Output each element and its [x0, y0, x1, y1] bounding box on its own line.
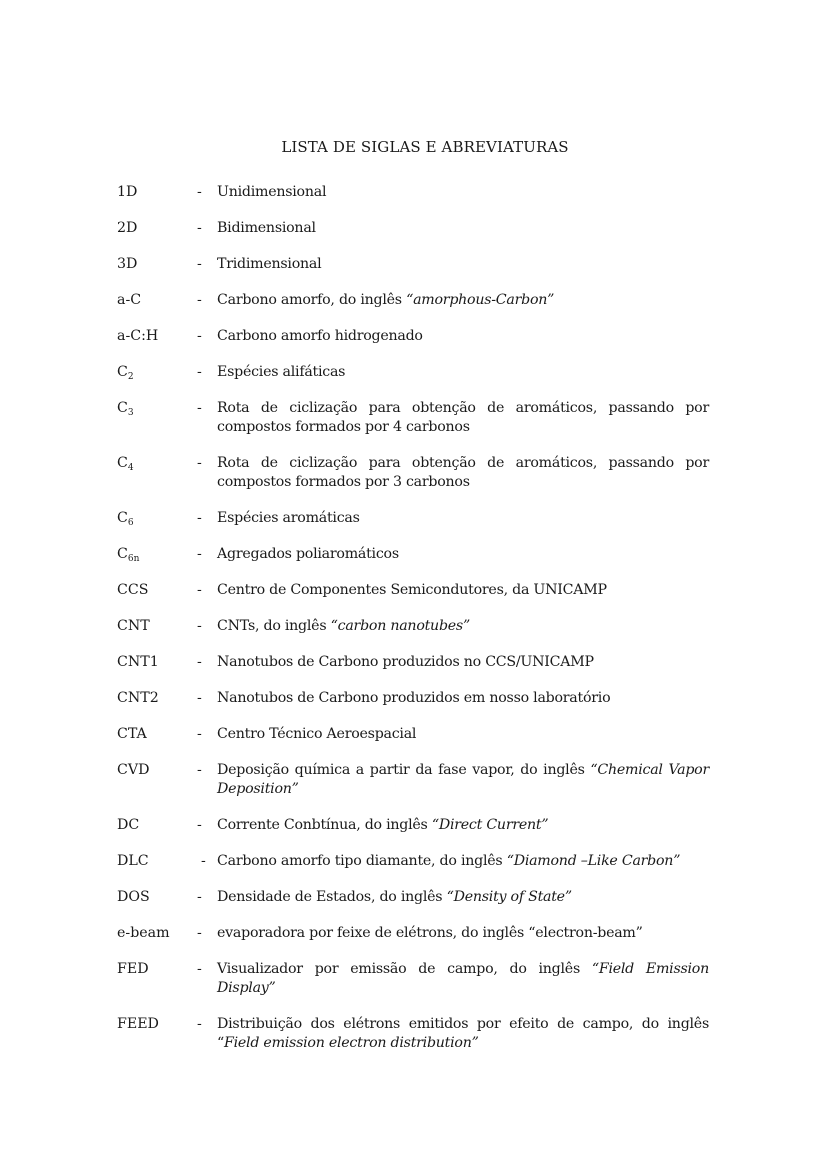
list-item	[117, 816, 709, 835]
separator-dash: -	[197, 220, 202, 236]
description-text: Unidimensional	[217, 184, 327, 200]
abbreviation-term	[117, 545, 197, 564]
abbreviation-text: 3D	[117, 256, 138, 272]
list-item	[117, 399, 709, 437]
abbreviation-text: FEED	[117, 1016, 159, 1032]
description-foreign-term: Field emission electron distribution”	[224, 1035, 479, 1051]
abbreviation-description	[217, 888, 709, 907]
page-title: LISTA DE SIGLAS E ABREVIATURAS	[281, 138, 569, 156]
list-item	[117, 725, 709, 744]
description-text: Densidade de Estados, do inglês	[217, 889, 447, 905]
separator-dash: -	[197, 400, 202, 416]
abbreviation-text: C	[117, 546, 128, 562]
description-text: Carbono amorfo tipo diamante, do inglês	[217, 853, 507, 869]
list-item	[117, 581, 709, 600]
list-item	[117, 509, 709, 528]
abbreviation-term	[117, 219, 197, 238]
abbreviation-term	[117, 960, 197, 998]
separator-dash: -	[197, 925, 202, 941]
description-text: Deposição química a partir da fase vapor, do inglês	[217, 762, 591, 778]
abbreviation-text: CNT	[117, 618, 150, 634]
description-text: Espécies alifáticas	[217, 364, 346, 380]
list-item	[117, 327, 709, 346]
separator-dash: -	[197, 184, 202, 200]
abbreviation-text: CNT1	[117, 654, 159, 670]
abbreviation-text: 2D	[117, 220, 138, 236]
abbreviation-text: CCS	[117, 582, 149, 598]
abbreviation-text: DOS	[117, 889, 150, 905]
abbreviation-term	[117, 363, 197, 382]
abbreviation-term	[117, 327, 197, 346]
abbreviation-description	[217, 255, 709, 274]
abbreviation-term	[117, 888, 197, 907]
abbreviation-term	[117, 183, 197, 202]
abbreviation-term	[117, 399, 197, 437]
description-text: Espécies aromáticas	[217, 510, 360, 526]
abbreviation-term	[117, 761, 197, 799]
list-item	[117, 924, 709, 943]
abbreviation-text: C	[117, 510, 128, 526]
list-item	[117, 689, 709, 708]
abbreviation-description	[217, 363, 709, 382]
abbreviation-description	[217, 545, 709, 564]
description-text: Rota de ciclização para obtenção de aromáticos, passando por compostos formados por 3 carbonos	[217, 455, 709, 490]
abbreviation-description	[217, 509, 709, 528]
list-item	[117, 852, 709, 871]
description-text: Nanotubos de Carbono produzidos em nosso laboratório	[217, 690, 611, 706]
list-item	[117, 761, 709, 799]
abbreviation-subscript: 6n	[127, 554, 140, 564]
description-text: Centro Técnico Aeroespacial	[217, 726, 417, 742]
description-text: Rota de ciclização para obtenção de aromáticos, passando por compostos formados por 4 carbonos	[217, 400, 709, 435]
description-text: Agregados poliaromáticos	[217, 546, 399, 562]
abbreviation-description	[217, 327, 709, 346]
abbreviation-term	[117, 1015, 197, 1053]
description-text: Centro de Componentes Semicondutores, da UNICAMP	[217, 582, 607, 598]
list-item	[117, 960, 709, 998]
abbreviation-text: C	[117, 455, 128, 471]
list-item	[117, 363, 709, 382]
abbreviation-term	[117, 581, 197, 600]
abbreviation-description	[217, 454, 709, 492]
abbreviation-description	[217, 183, 709, 202]
separator-dash: -	[197, 690, 202, 706]
abbreviation-subscript: 2	[127, 372, 134, 382]
abbreviation-list	[117, 183, 709, 1070]
list-item	[117, 219, 709, 238]
list-item	[117, 291, 709, 310]
abbreviation-term	[117, 924, 197, 943]
abbreviation-description	[217, 761, 709, 799]
abbreviation-subscript: 3	[127, 408, 134, 418]
description-text: Tridimensional	[217, 256, 322, 272]
description-text: Nanotubos de Carbono produzidos no CCS/UNICAMP	[217, 654, 594, 670]
abbreviation-term	[117, 725, 197, 744]
separator-dash: -	[197, 364, 202, 380]
list-item	[117, 454, 709, 492]
separator-dash: -	[197, 292, 202, 308]
separator-dash: -	[197, 510, 202, 526]
abbreviation-description	[217, 816, 709, 835]
description-foreign-term: “Density of State”	[446, 889, 572, 905]
description-foreign-term: “Direct Current”	[431, 817, 549, 833]
abbreviation-text: a-C:H	[117, 328, 159, 344]
list-item	[117, 183, 709, 202]
abbreviation-term	[117, 816, 197, 835]
separator-dash: -	[197, 726, 202, 742]
abbreviation-description	[217, 291, 709, 310]
list-item	[117, 653, 709, 672]
description-foreign-term: “Chemical Vapor Deposition”	[217, 762, 709, 797]
abbreviation-subscript: 4	[127, 463, 134, 473]
abbreviation-description	[217, 960, 709, 998]
description-text: Distribuição dos elétrons emitidos por efeito de campo, do inglês “	[217, 1016, 709, 1051]
abbreviation-description	[217, 617, 709, 636]
separator-dash: -	[197, 546, 202, 562]
separator-dash: -	[197, 256, 202, 272]
list-item	[117, 617, 709, 636]
description-text: Visualizador por emissão de campo, do inglês	[217, 961, 592, 977]
abbreviation-text: FED	[117, 961, 149, 977]
abbreviation-subscript: 6	[127, 518, 134, 528]
abbreviation-text: C	[117, 400, 128, 416]
abbreviation-term	[117, 291, 197, 310]
abbreviation-term	[117, 852, 197, 871]
separator-dash: -	[197, 654, 202, 670]
list-item	[117, 1015, 709, 1053]
abbreviation-description	[217, 689, 709, 708]
abbreviation-text: CVD	[117, 762, 150, 778]
abbreviation-term	[117, 617, 197, 636]
list-item	[117, 255, 709, 274]
description-foreign-term: “amorphous-Carbon”	[406, 292, 555, 308]
abbreviation-text: C	[117, 364, 128, 380]
abbreviation-term	[117, 255, 197, 274]
abbreviation-description	[217, 924, 709, 943]
abbreviation-description	[217, 725, 709, 744]
description-text: evaporadora por feixe de elétrons, do inglês “electron-beam”	[217, 925, 643, 941]
abbreviation-text: CNT2	[117, 690, 159, 706]
description-text: Carbono amorfo hidrogenado	[217, 328, 423, 344]
abbreviation-term	[117, 689, 197, 708]
list-item	[117, 545, 709, 564]
separator-dash: -	[197, 455, 202, 471]
abbreviation-text: CTA	[117, 726, 147, 742]
abbreviation-description	[217, 219, 709, 238]
abbreviation-text: e-beam	[117, 925, 170, 941]
separator-dash: -	[197, 1016, 202, 1032]
separator-dash: -	[197, 961, 202, 977]
description-text: Bidimensional	[217, 220, 316, 236]
description-text: CNTs, do inglês	[217, 618, 331, 634]
separator-dash: -	[201, 853, 206, 869]
abbreviation-description	[217, 653, 709, 672]
abbreviation-term	[117, 653, 197, 672]
abbreviation-term	[117, 454, 197, 492]
abbreviation-text: DC	[117, 817, 140, 833]
separator-dash: -	[197, 817, 202, 833]
abbreviation-description	[217, 852, 709, 871]
description-foreign-term: “Diamond –Like Carbon”	[506, 853, 681, 869]
description-text: Carbono amorfo, do inglês	[217, 292, 407, 308]
separator-dash: -	[197, 762, 202, 778]
description-foreign-term: “Field Emission Display”	[217, 961, 709, 996]
description-foreign-term: “carbon nanotubes”	[330, 618, 470, 634]
abbreviation-description	[217, 399, 709, 437]
abbreviation-term	[117, 509, 197, 528]
description-text: Corrente Conbtínua, do inglês	[217, 817, 432, 833]
list-item	[117, 888, 709, 907]
abbreviation-description	[217, 1015, 709, 1053]
abbreviation-text: a-C	[117, 292, 142, 308]
separator-dash: -	[197, 889, 202, 905]
abbreviation-text: DLC	[117, 853, 149, 869]
separator-dash: -	[197, 328, 202, 344]
abbreviation-description	[217, 581, 709, 600]
separator-dash: -	[197, 582, 202, 598]
separator-dash: -	[197, 618, 202, 634]
abbreviation-text: 1D	[117, 184, 138, 200]
